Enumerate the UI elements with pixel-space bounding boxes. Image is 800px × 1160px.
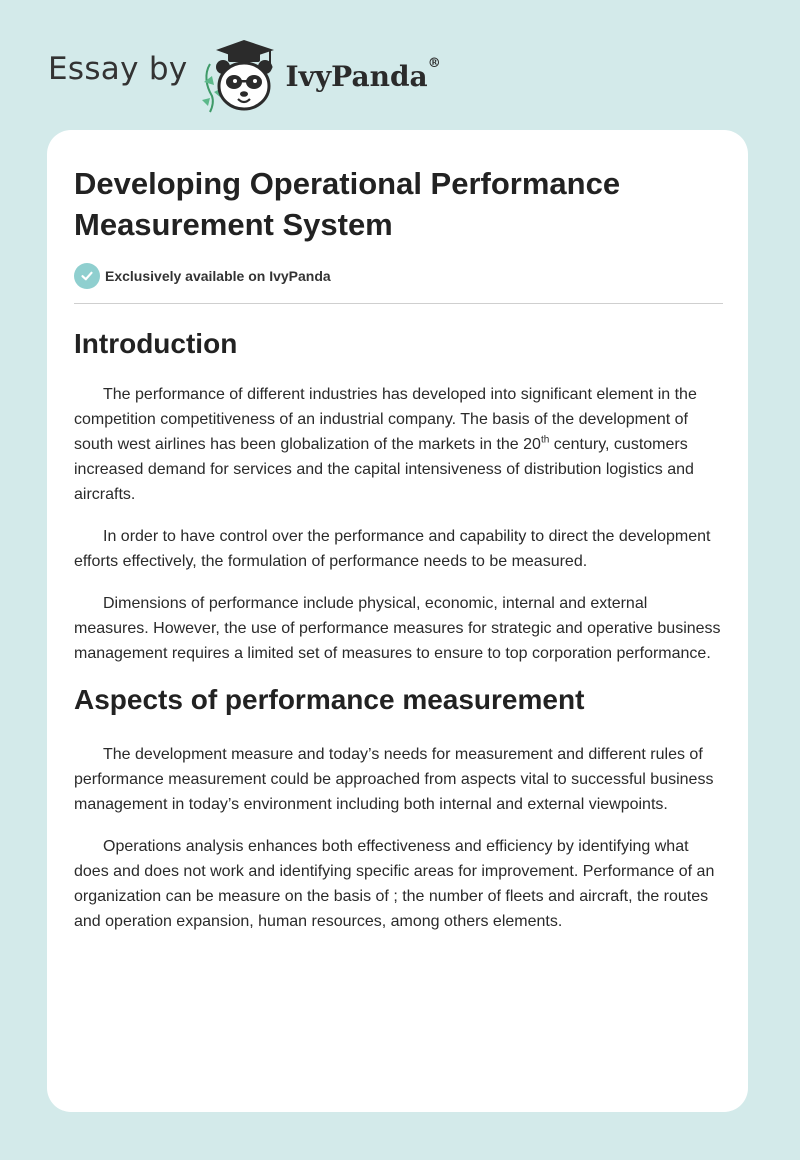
article-body — [74, 320, 724, 934]
paragraph: Dimensions of performance include physical, economic, internal and external measures. However, the use of performance measures for strategic and operative business management requires a limited set of measures to ensure to top corporation performance. — [74, 595, 721, 662]
page-title: Developing Operational Performance Measurement System — [74, 166, 621, 242]
paragraph: The development measure and today’s needs for measurement and different rules of performance measurement could be approached from aspects vital to successful business management in today’s environment including both internal and external viewpoints. — [74, 746, 714, 813]
check-circle-icon — [74, 263, 100, 289]
section-heading-introduction: Introduction — [74, 328, 238, 359]
divider — [74, 303, 723, 304]
brand-name: IvyPanda® — [285, 55, 441, 93]
site-logo[interactable] — [48, 34, 441, 114]
exclusive-badge — [74, 263, 331, 289]
brand-prefix: Essay by — [48, 51, 188, 87]
paragraph: The performance of different industries has developed into significant element in the competition competitiveness of an industrial company. The basis of the development of south west airlines has been globalization of the markets in the 20th century, customers increased demand for services and the capital intensiveness of distribution logistics and aircrafts. — [74, 386, 697, 503]
panda-graduate-icon — [194, 34, 286, 114]
exclusive-badge-label: Exclusively available on IvyPanda — [105, 268, 331, 284]
section-heading-aspects: Aspects of performance measurement — [74, 684, 585, 715]
paragraph: Operations analysis enhances both effectiveness and efficiency by identifying what does and does not work and identifying specific areas for improvement. Performance of an organization can be measure on the basis of ; the number of fleets and aircraft, the routes and operation expansion, human resources, among others elements. — [74, 838, 715, 930]
paragraph: In order to have control over the performance and capability to direct the development efforts effectively, the formulation of performance needs to be measured. — [74, 528, 711, 570]
article-card — [47, 130, 748, 1112]
